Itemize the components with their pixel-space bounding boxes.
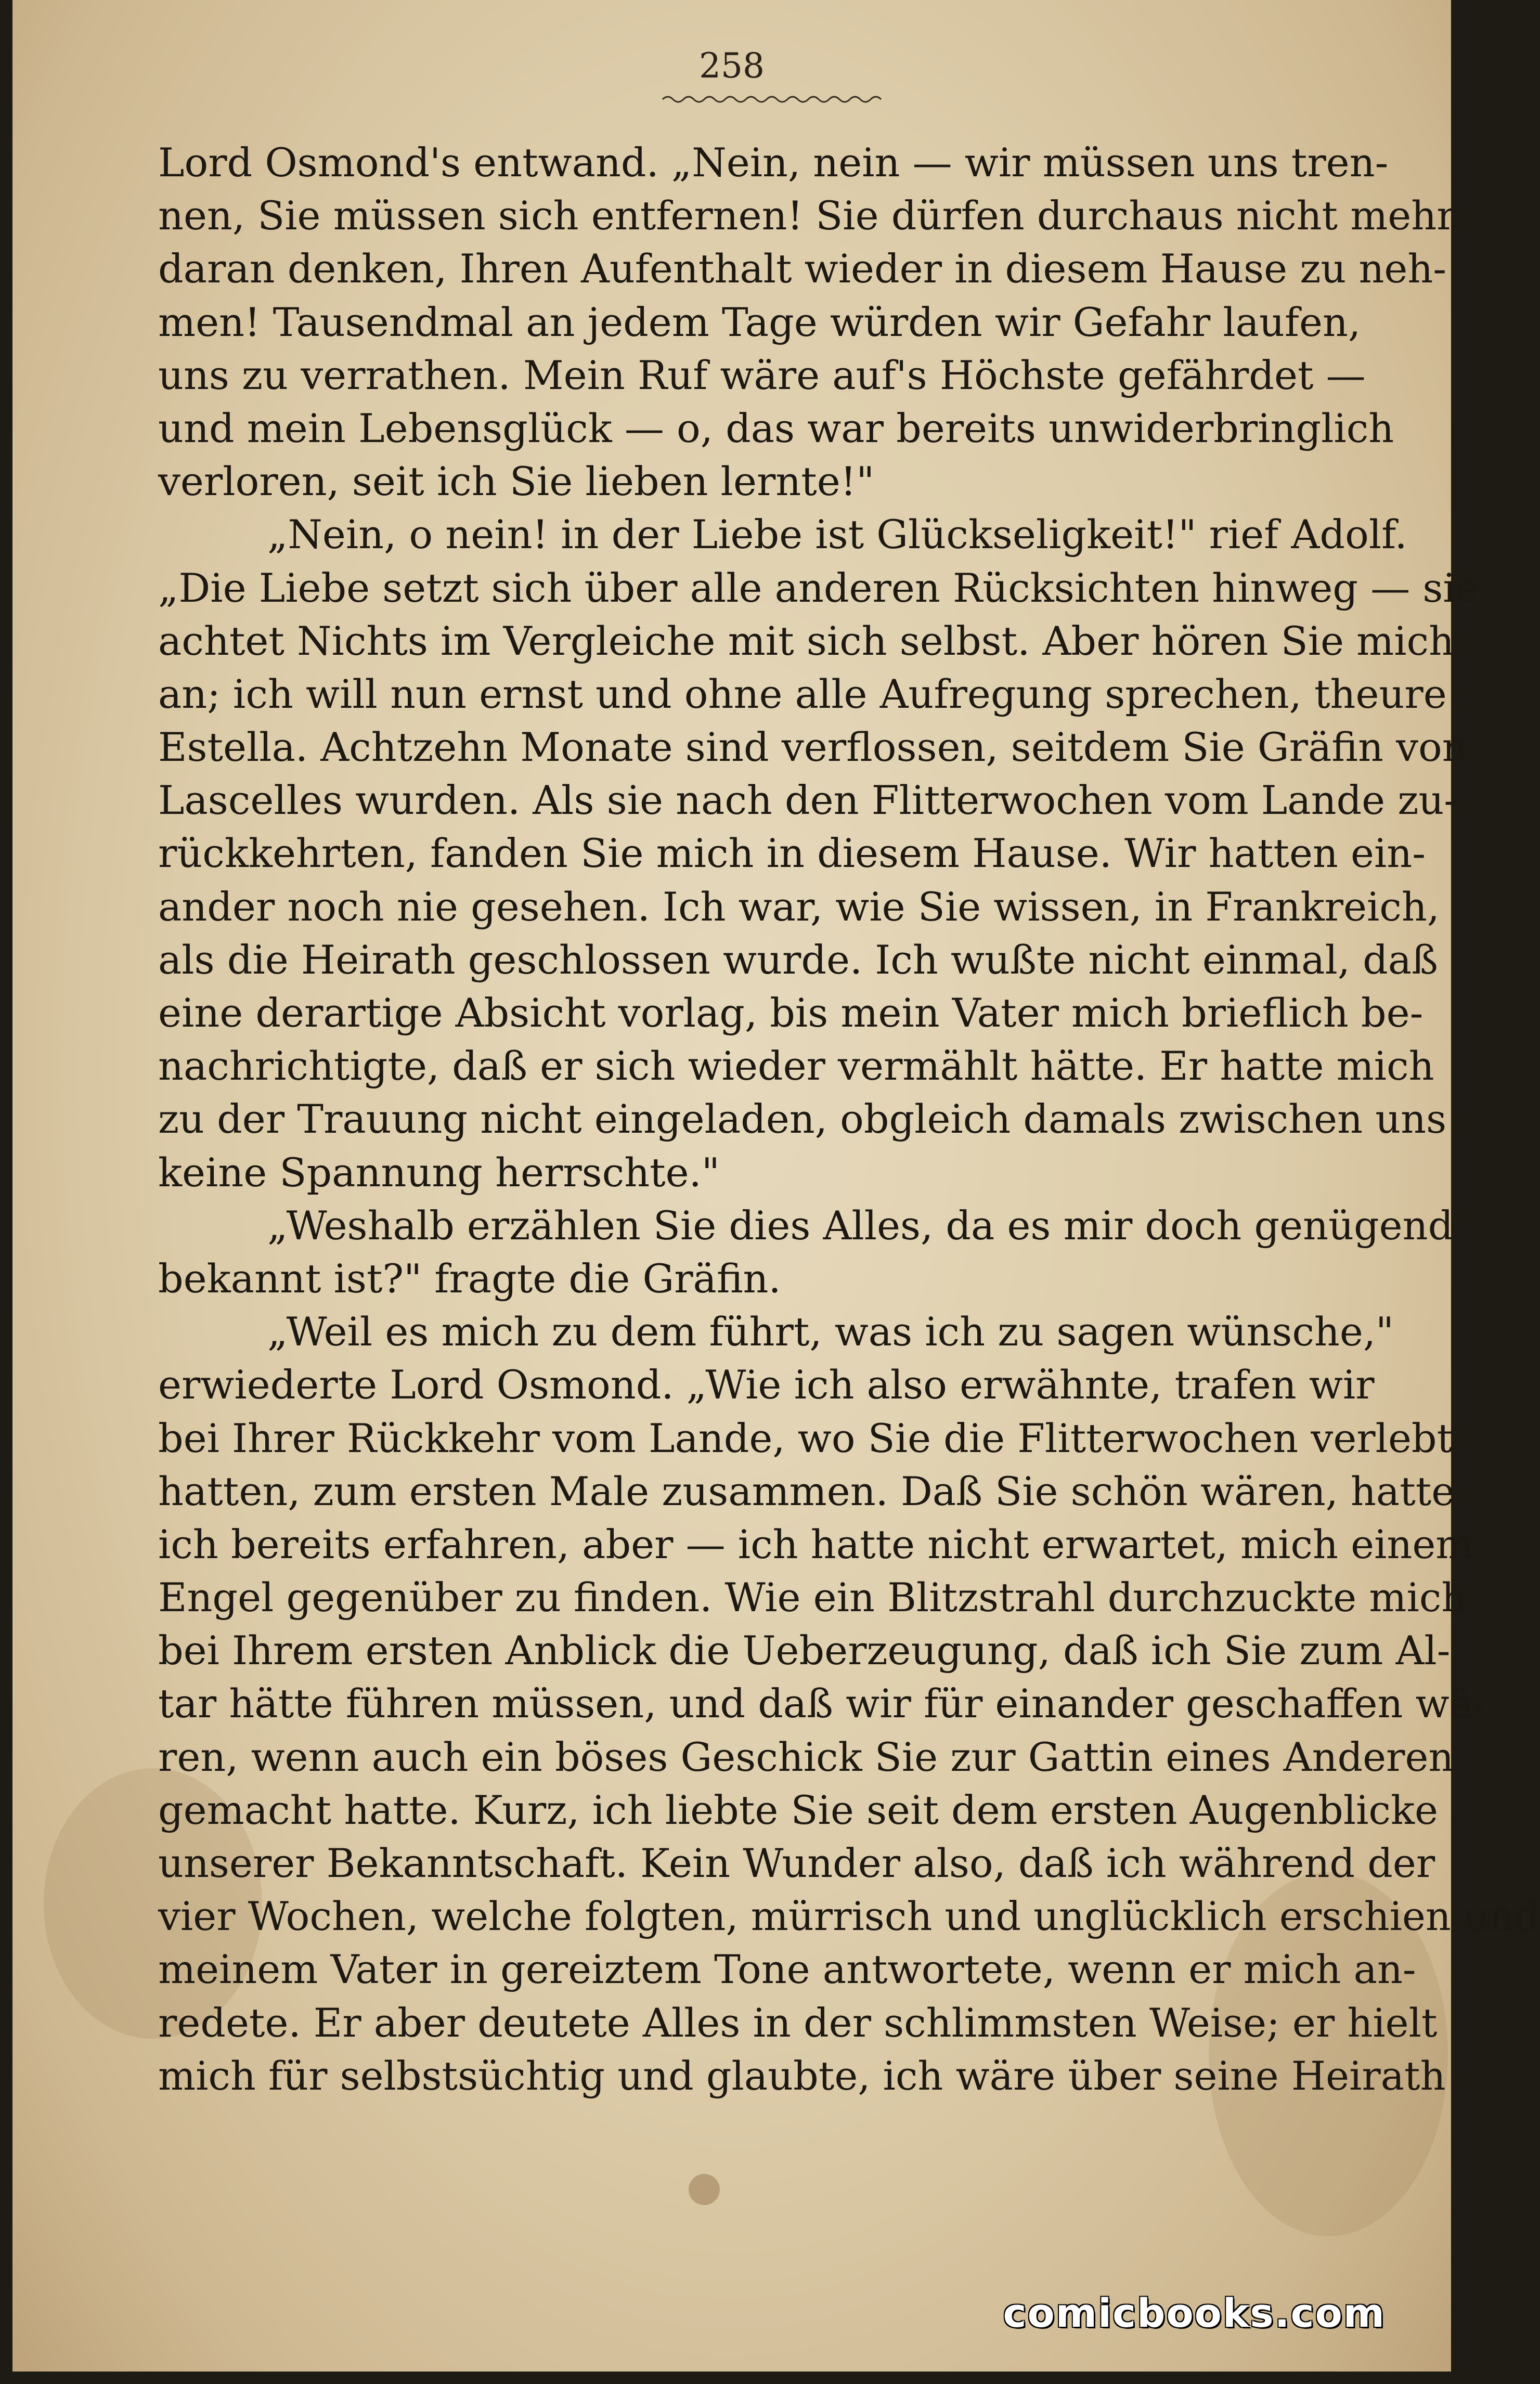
text-line: meinem Vater in gereiztem Tone antwortete, wenn er mich an-	[158, 1946, 1416, 1993]
page-number: 258	[699, 46, 765, 86]
text-line: bei Ihrer Rückkehr vom Lande, wo Sie die Flitterwochen verlebt	[158, 1415, 1453, 1461]
text-line: ich bereits erfahren, aber — ich hatte nicht erwartet, mich einem	[158, 1521, 1473, 1567]
text-line: bei Ihrem ersten Anblick die Ueberzeugung, daß ich Sie zum Al-	[158, 1627, 1451, 1674]
text-line: keine Spannung herrschte."	[158, 1149, 720, 1196]
text-line: „Die Liebe setzt sich über alle anderen Rücksichten hinweg — sie	[158, 564, 1479, 611]
text-line: Engel gegenüber zu finden. Wie ein Blitzstrahl durchzuckte mich	[158, 1574, 1467, 1621]
text-line: Lascelles wurden. Als sie nach den Flitterwochen vom Lande zu-	[158, 777, 1457, 824]
text-line: „Nein, o nein! in der Liebe ist Glückseligkeit!" rief Adolf.	[267, 511, 1407, 558]
book-page	[12, 0, 1540, 2372]
text-line: men! Tausendmal an jedem Tage würden wir Gefahr laufen,	[158, 299, 1361, 345]
text-line: an; ich will nun ernst und ohne alle Aufregung sprechen, theure	[158, 670, 1447, 717]
text-line: unserer Bekanntschaft. Kein Wunder also, daß ich während der	[158, 1840, 1435, 1886]
paper-stain	[689, 2174, 720, 2205]
text-line: achtet Nichts im Vergleiche mit sich selbst. Aber hören Sie mich	[158, 617, 1455, 664]
text-line: daran denken, Ihren Aufenthalt wieder in diesem Hause zu neh-	[158, 245, 1447, 292]
text-line: „Weshalb erzählen Sie dies Alles, da es mir doch genügend	[267, 1202, 1454, 1249]
text-line: bekannt ist?" fragte die Gräfin.	[158, 1255, 781, 1302]
text-line: erwiederte Lord Osmond. „Wie ich also erwähnte, trafen wir	[158, 1362, 1375, 1408]
text-line: mich für selbstsüchtig und glaubte, ich wäre über seine Heirath	[158, 2052, 1446, 2099]
body-text	[158, 136, 1540, 2103]
text-line: ren, wenn auch ein böses Geschick Sie zur Gattin eines Anderen	[158, 1733, 1454, 1780]
text-line: ander noch nie gesehen. Ich war, wie Sie wissen, in Frankreich,	[158, 883, 1440, 930]
text-line: eine derartige Absicht vorlag, bis mein Vater mich brieflich be-	[158, 990, 1423, 1036]
text-line: nen, Sie müssen sich entfernen! Sie dürfen durchaus nicht mehr	[158, 192, 1456, 239]
text-line: nachrichtigte, daß er sich wieder vermählt hätte. Er hatte mich	[158, 1043, 1434, 1090]
decorative-rule-icon	[663, 93, 881, 106]
text-line: uns zu verrathen. Mein Ruf wäre auf's Höchste gefährdet —	[158, 352, 1366, 398]
text-line: verloren, seit ich Sie lieben lernte!"	[158, 458, 875, 505]
text-line: redete. Er aber deutete Alles in der schlimmsten Weise; er hielt	[158, 1999, 1438, 2046]
text-line: zu der Trauung nicht eingeladen, obgleich damals zwischen uns	[158, 1096, 1447, 1143]
text-line: tar hätte führen müssen, und daß wir für einander geschaffen wä-	[158, 1680, 1486, 1727]
watermark: comicbooks.com	[1003, 2290, 1386, 2336]
text-line: vier Wochen, welche folgten, mürrisch und unglücklich erschien und	[158, 1893, 1540, 1940]
text-line: „Weil es mich zu dem führt, was ich zu sagen wünsche,"	[267, 1308, 1394, 1355]
text-line: als die Heirath geschlossen wurde. Ich wußte nicht einmal, daß	[158, 936, 1438, 983]
text-line: und mein Lebensglück — o, das war bereits unwiderbringlich	[158, 405, 1394, 451]
text-line: gemacht hatte. Kurz, ich liebte Sie seit dem ersten Augenblicke	[158, 1786, 1439, 1833]
text-line: Lord Osmond's entwand. „Nein, nein — wir müssen uns tren-	[158, 139, 1389, 186]
text-line: hatten, zum ersten Male zusammen. Daß Sie schön wären, hatte	[158, 1468, 1455, 1514]
text-line: Estella. Achtzehn Monate sind verflossen, seitdem Sie Gräfin von	[158, 724, 1468, 771]
text-line: rückkehrten, fanden Sie mich in diesem Hause. Wir hatten ein-	[158, 830, 1426, 877]
